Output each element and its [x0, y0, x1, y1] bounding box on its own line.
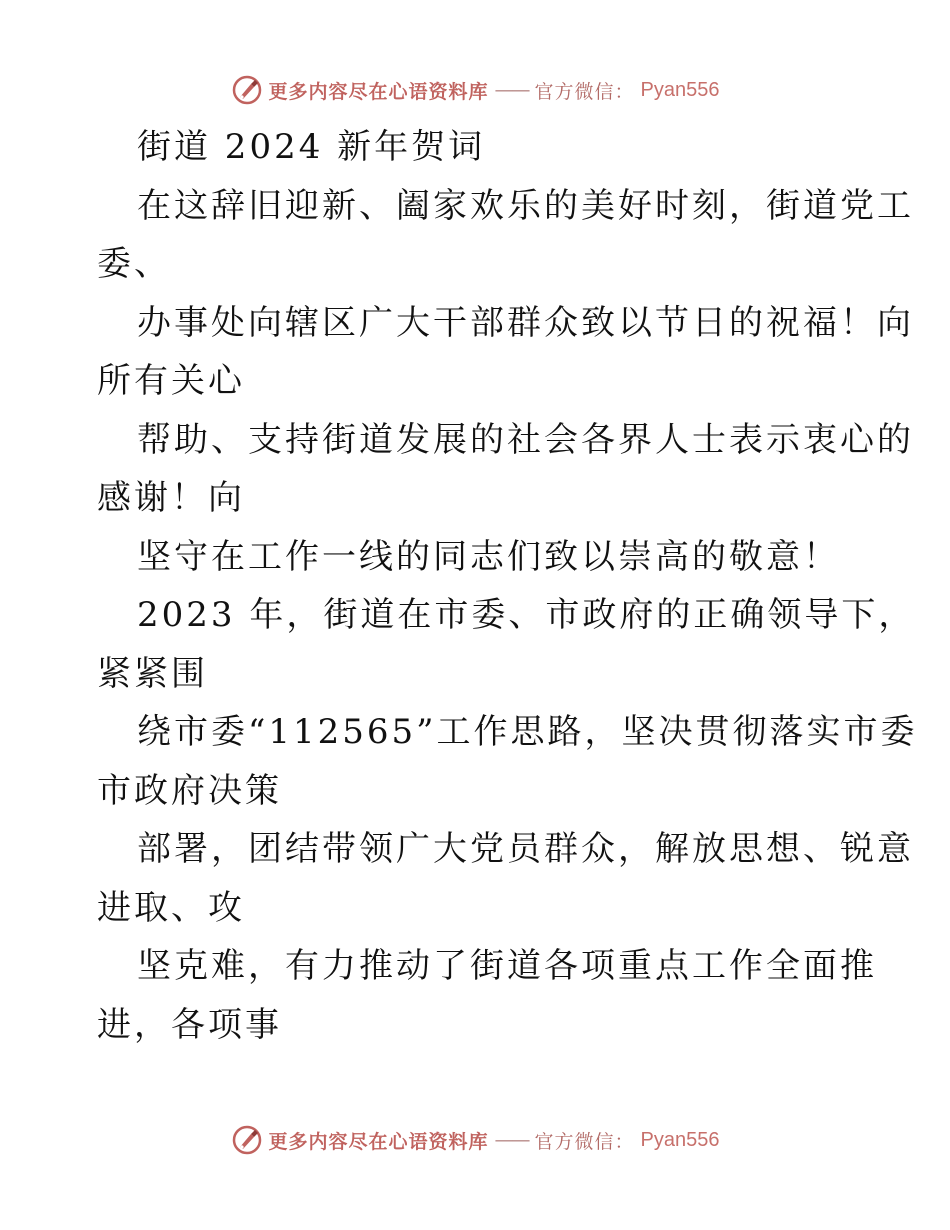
watermark-wechat-id: Pyan556 [640, 78, 720, 101]
text-line: 所有关心 [97, 361, 245, 401]
pen-circle-logo-icon [231, 1124, 263, 1156]
text-line: 委、 [97, 244, 171, 284]
text-line: 进取、攻 [97, 887, 245, 928]
watermark-wechat-label: 官方微信： [534, 1130, 635, 1153]
pen-circle-logo-icon [231, 74, 263, 106]
text-line: 帮助、支持街道发展的社会各界人士表示衷心的 [137, 419, 914, 460]
text-line: 感谢！向 [97, 478, 245, 518]
watermark-wechat-id: Pyan556 [640, 1128, 720, 1151]
text-line: 市政府决策 [97, 770, 282, 811]
text-line: 2023 年，街道在市委、市政府的正确领导下， [137, 595, 916, 635]
text-line: 坚守在工作一线的同志们致以崇高的敬意！ [137, 536, 840, 577]
text-line: 部署，团结带领广大党员群众，解放思想、锐意 [137, 829, 914, 869]
watermark-brand: 更多内容尽在心语资料库 [268, 80, 489, 103]
watermark-brand: 更多内容尽在心语资料库 [268, 1130, 489, 1153]
watermark-dash: —— [494, 79, 529, 101]
document-title: 街道 2024 新年贺词 [137, 127, 486, 167]
header-watermark [0, 70, 950, 110]
text-line: 办事处向辖区广大干部群众致以节日的祝福！向 [137, 302, 914, 343]
watermark-dash: —— [494, 1129, 529, 1151]
footer-watermark [0, 1120, 950, 1160]
text-line: 坚克难，有力推动了街道各项重点工作全面推 [137, 946, 877, 986]
text-line: 进，各项事 [97, 1004, 282, 1045]
text-line: 在这辞旧迎新、阖家欢乐的美好时刻，街道党工 [137, 185, 914, 226]
text-line: 紧紧围 [97, 653, 208, 694]
text-line: 绕市委“112565”工作思路，坚决贯彻落实市委 [137, 712, 918, 752]
document-body [97, 118, 918, 1054]
watermark-wechat-label: 官方微信： [534, 80, 635, 103]
